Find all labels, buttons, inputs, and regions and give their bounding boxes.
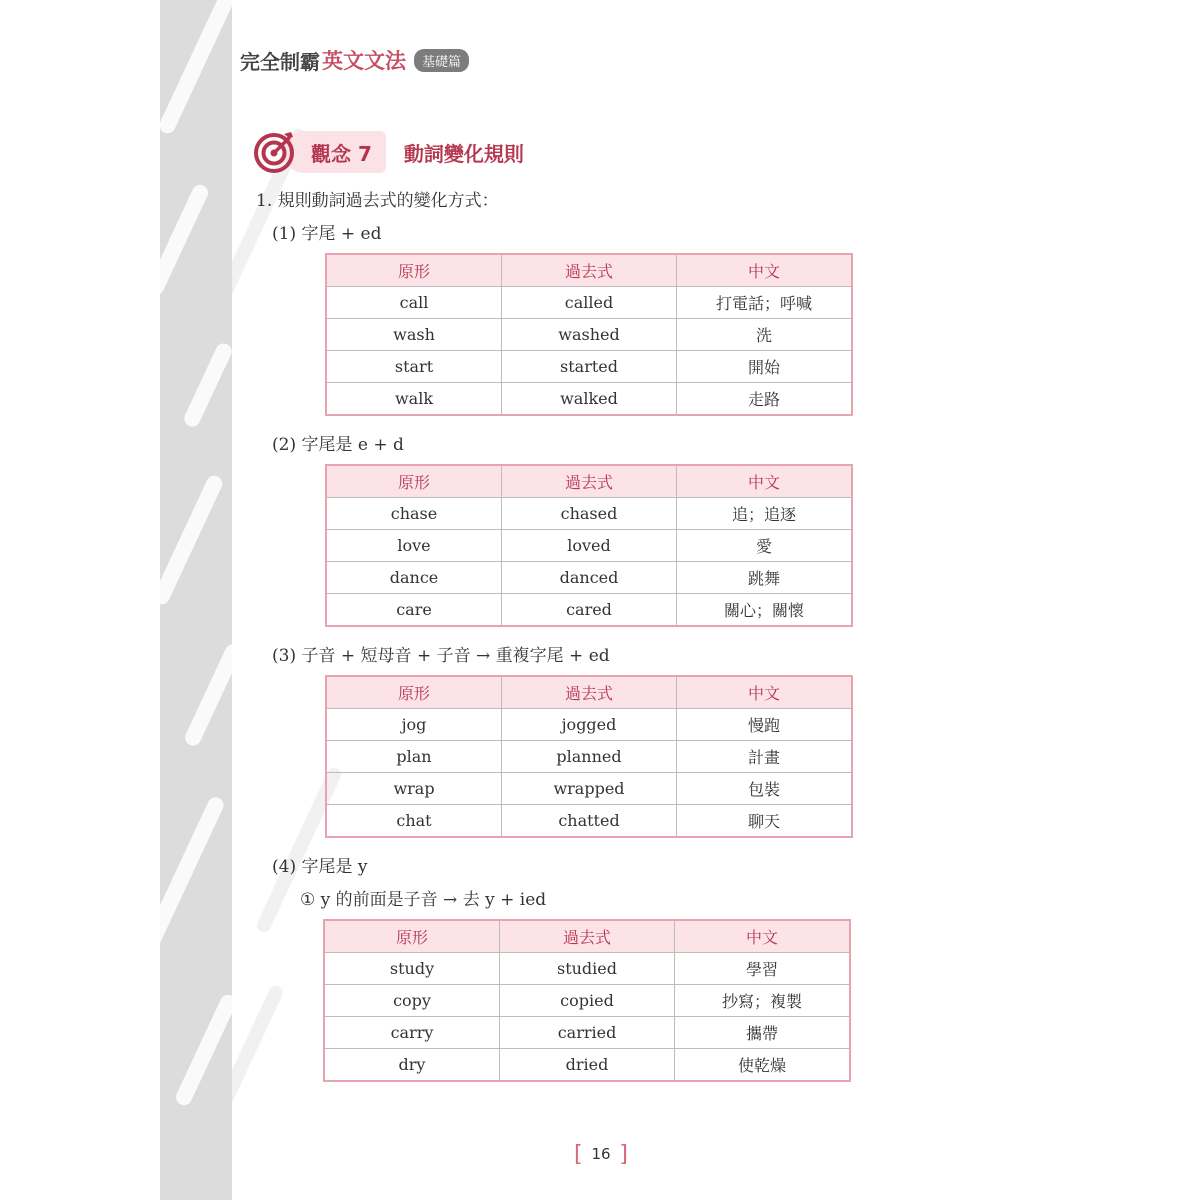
- outer-margin: [0, 0, 160, 1200]
- running-header: [240, 42, 469, 78]
- meaning-cell: 學習: [675, 953, 851, 985]
- table-row: [324, 1049, 850, 1082]
- table-header-row: [326, 676, 852, 709]
- column-header: 原形: [326, 254, 502, 287]
- base-form-cell: wrap: [326, 773, 502, 805]
- meaning-cell: 聊天: [677, 805, 853, 838]
- column-header: 原形: [324, 920, 500, 953]
- past-tense-cell: copied: [500, 985, 675, 1017]
- past-tense-cell: walked: [502, 383, 677, 416]
- base-form-cell: love: [326, 530, 502, 562]
- base-form-cell: wash: [326, 319, 502, 351]
- past-tense-cell: studied: [500, 953, 675, 985]
- section-label-1: (1) 字尾 + ed: [272, 224, 382, 244]
- past-tense-cell: planned: [502, 741, 677, 773]
- table-row: [326, 805, 852, 838]
- meaning-cell: 使乾燥: [675, 1049, 851, 1082]
- table-row: [326, 530, 852, 562]
- past-tense-cell: danced: [502, 562, 677, 594]
- column-header: 過去式: [500, 920, 675, 953]
- past-tense-cell: started: [502, 351, 677, 383]
- column-header: 過去式: [502, 465, 677, 498]
- meaning-cell: 抄寫；複製: [675, 985, 851, 1017]
- table-row: [326, 562, 852, 594]
- column-header: 原形: [326, 676, 502, 709]
- table-header-row: [326, 465, 852, 498]
- past-tense-cell: wrapped: [502, 773, 677, 805]
- book-title: 英文文法: [322, 49, 406, 73]
- concept-pill: [283, 131, 386, 173]
- column-header: 過去式: [502, 676, 677, 709]
- column-header: 中文: [677, 676, 853, 709]
- past-tense-cell: dried: [500, 1049, 675, 1082]
- table-row: [326, 741, 852, 773]
- verb-table-3: [325, 675, 853, 838]
- column-header: 原形: [326, 465, 502, 498]
- meaning-cell: 開始: [677, 351, 853, 383]
- past-tense-cell: loved: [502, 530, 677, 562]
- table-row: [326, 351, 852, 383]
- page-number: [574, 1140, 628, 1168]
- intro-text: 1. 規則動詞過去式的變化方式：: [256, 191, 499, 211]
- table-row: [326, 319, 852, 351]
- base-form-cell: plan: [326, 741, 502, 773]
- section-sublabel-4: ① y 的前面是子音 → 去 y + ied: [300, 890, 547, 910]
- meaning-cell: 關心；關懷: [677, 594, 853, 627]
- table-row: [326, 594, 852, 627]
- verb-table-1: [325, 253, 853, 416]
- base-form-cell: study: [324, 953, 500, 985]
- column-header: 中文: [677, 465, 853, 498]
- meaning-cell: 計畫: [677, 741, 853, 773]
- base-form-cell: dance: [326, 562, 502, 594]
- past-tense-cell: cared: [502, 594, 677, 627]
- level-badge: 基礎篇: [414, 49, 469, 72]
- base-form-cell: carry: [324, 1017, 500, 1049]
- table-row: [326, 709, 852, 741]
- table-header-row: [324, 920, 850, 953]
- table-row: [324, 1017, 850, 1049]
- base-form-cell: chat: [326, 805, 502, 838]
- bracket-right-icon: ]: [619, 1141, 628, 1167]
- base-form-cell: walk: [326, 383, 502, 416]
- table-row: [326, 773, 852, 805]
- section-label-2: (2) 字尾是 e + d: [272, 435, 404, 455]
- meaning-cell: 洗: [677, 319, 853, 351]
- column-header: 中文: [677, 254, 853, 287]
- base-form-cell: call: [326, 287, 502, 319]
- table-row: [326, 498, 852, 530]
- base-form-cell: jog: [326, 709, 502, 741]
- meaning-cell: 包裝: [677, 773, 853, 805]
- base-form-cell: dry: [324, 1049, 500, 1082]
- meaning-cell: 攜帶: [675, 1017, 851, 1049]
- meaning-cell: 愛: [677, 530, 853, 562]
- base-form-cell: copy: [324, 985, 500, 1017]
- decorative-side-strip: [160, 0, 232, 1200]
- meaning-cell: 追；追逐: [677, 498, 853, 530]
- meaning-cell: 打電話；呼喊: [677, 287, 853, 319]
- table-row: [324, 953, 850, 985]
- verb-table-4: [323, 919, 851, 1082]
- concept-heading: [253, 127, 524, 177]
- past-tense-cell: called: [502, 287, 677, 319]
- past-tense-cell: chatted: [502, 805, 677, 838]
- table-row: [326, 383, 852, 416]
- bracket-left-icon: [: [574, 1141, 583, 1167]
- column-header: 中文: [675, 920, 851, 953]
- verb-table-2: [325, 464, 853, 627]
- meaning-cell: 跳舞: [677, 562, 853, 594]
- page-number-value: 16: [591, 1145, 611, 1163]
- concept-number: 觀念 7: [311, 141, 372, 166]
- past-tense-cell: chased: [502, 498, 677, 530]
- target-icon: [253, 130, 297, 174]
- base-form-cell: care: [326, 594, 502, 627]
- column-header: 過去式: [502, 254, 677, 287]
- section-label-3: (3) 子音 + 短母音 + 子音 → 重複字尾 + ed: [272, 646, 610, 666]
- table-row: [324, 985, 850, 1017]
- base-form-cell: start: [326, 351, 502, 383]
- section-label-4: (4) 字尾是 y: [272, 857, 368, 877]
- past-tense-cell: carried: [500, 1017, 675, 1049]
- table-row: [326, 287, 852, 319]
- book-brand: 完全制霸: [240, 49, 320, 74]
- past-tense-cell: jogged: [502, 709, 677, 741]
- meaning-cell: 走路: [677, 383, 853, 416]
- table-header-row: [326, 254, 852, 287]
- meaning-cell: 慢跑: [677, 709, 853, 741]
- past-tense-cell: washed: [502, 319, 677, 351]
- concept-title: 動詞變化規則: [403, 141, 524, 166]
- base-form-cell: chase: [326, 498, 502, 530]
